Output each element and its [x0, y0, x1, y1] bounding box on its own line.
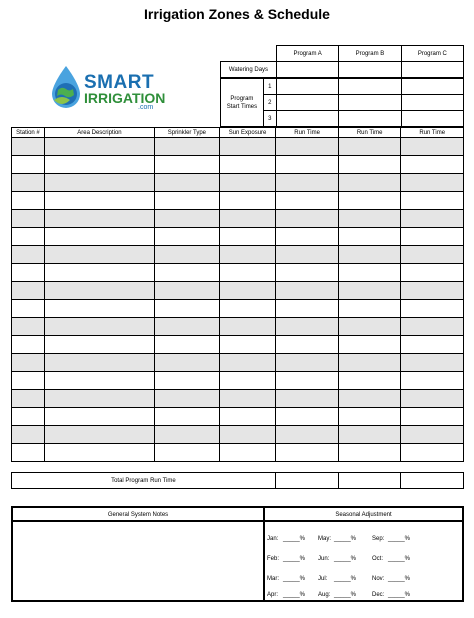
station-cell[interactable]: [44, 390, 154, 408]
station-cell[interactable]: [12, 444, 45, 462]
station-cell[interactable]: [338, 300, 401, 318]
station-cell[interactable]: [155, 228, 220, 246]
station-cell[interactable]: [338, 246, 401, 264]
total-a-cell[interactable]: [275, 473, 338, 489]
logo-text-smart: SMART: [84, 72, 155, 93]
station-cell[interactable]: [44, 336, 154, 354]
table-row: [12, 390, 464, 408]
percent-blank[interactable]: _____%: [283, 592, 306, 598]
station-cell[interactable]: [219, 354, 276, 372]
percent-blank[interactable]: _____%: [388, 556, 411, 562]
station-cell[interactable]: [401, 282, 464, 300]
percent-blank[interactable]: _____%: [283, 556, 306, 562]
table-row: [12, 192, 464, 210]
table-row: [12, 408, 464, 426]
station-cell[interactable]: [401, 444, 464, 462]
station-cell[interactable]: [401, 228, 464, 246]
station-cell[interactable]: [155, 426, 220, 444]
station-cell[interactable]: [219, 336, 276, 354]
station-cell[interactable]: [12, 174, 45, 192]
station-cell[interactable]: [219, 282, 276, 300]
station-cell[interactable]: [155, 174, 220, 192]
station-cell[interactable]: [219, 156, 276, 174]
start-time-b1-cell[interactable]: [339, 79, 401, 95]
station-cell[interactable]: [155, 444, 220, 462]
station-cell[interactable]: [276, 354, 339, 372]
station-cell[interactable]: [155, 300, 220, 318]
station-cell[interactable]: [219, 426, 276, 444]
month-label: Jan:: [267, 536, 279, 542]
station-cell[interactable]: [338, 282, 401, 300]
station-cell[interactable]: [12, 246, 45, 264]
station-cell[interactable]: [155, 390, 220, 408]
percent-blank[interactable]: _____%: [334, 556, 357, 562]
start-time-c1-cell[interactable]: [401, 79, 463, 95]
station-cell[interactable]: [155, 282, 220, 300]
station-cell[interactable]: [12, 210, 45, 228]
station-cell[interactable]: [401, 318, 464, 336]
station-cell[interactable]: [12, 390, 45, 408]
watering-days-b-cell[interactable]: [339, 62, 401, 78]
notes-section: [11, 506, 464, 602]
column-header: Sun Exposure: [219, 128, 276, 138]
total-run-time-table: [11, 472, 464, 489]
station-cell[interactable]: [401, 390, 464, 408]
station-cell[interactable]: [155, 264, 220, 282]
station-cell[interactable]: [276, 282, 339, 300]
station-cell[interactable]: [276, 444, 339, 462]
month-label: Nov:: [372, 576, 385, 582]
start-number: 3: [263, 111, 276, 127]
station-cell[interactable]: [44, 354, 154, 372]
percent-blank[interactable]: _____%: [334, 592, 357, 598]
station-cell[interactable]: [12, 156, 45, 174]
station-cell[interactable]: [155, 318, 220, 336]
station-cell[interactable]: [401, 192, 464, 210]
station-table-header: [12, 128, 464, 138]
start-number: 2: [263, 95, 276, 111]
station-cell[interactable]: [219, 300, 276, 318]
start-time-a1-cell[interactable]: [276, 79, 338, 95]
station-cell[interactable]: [276, 300, 339, 318]
month-label: Mar:: [267, 576, 279, 582]
page-title: Irrigation Zones & Schedule: [144, 6, 330, 22]
station-cell[interactable]: [338, 174, 401, 192]
station-cell[interactable]: [338, 390, 401, 408]
smart-irrigation-logo: [46, 64, 166, 114]
station-cell[interactable]: [44, 444, 154, 462]
station-cell[interactable]: [12, 372, 45, 390]
table-row: [12, 210, 464, 228]
station-cell[interactable]: [12, 282, 45, 300]
month-label: Aug:: [318, 592, 331, 598]
station-cell[interactable]: [155, 246, 220, 264]
station-cell[interactable]: [338, 426, 401, 444]
column-header: Area Description: [44, 128, 154, 138]
total-c-cell[interactable]: [401, 473, 464, 489]
station-cell[interactable]: [219, 174, 276, 192]
month-label: Feb:: [267, 556, 280, 562]
month-label: May:: [318, 536, 332, 542]
station-cell[interactable]: [12, 408, 45, 426]
table-row: [12, 156, 464, 174]
station-cell[interactable]: [44, 156, 154, 174]
station-cell[interactable]: [276, 426, 339, 444]
column-header: Sprinkler Type: [155, 128, 220, 138]
station-cell[interactable]: [44, 426, 154, 444]
station-cell[interactable]: [219, 246, 276, 264]
station-cell[interactable]: [44, 264, 154, 282]
station-cell[interactable]: [155, 210, 220, 228]
program-start-times-label: Program Start Times: [221, 79, 264, 127]
station-cell[interactable]: [219, 192, 276, 210]
program-b-header: Program B: [339, 46, 401, 62]
station-cell[interactable]: [338, 156, 401, 174]
table-row: [12, 444, 464, 462]
station-cell[interactable]: [12, 228, 45, 246]
month-label: Dec:: [372, 592, 385, 598]
table-row: [12, 318, 464, 336]
station-cell[interactable]: [44, 318, 154, 336]
program-c-header: Program C: [401, 46, 463, 62]
station-cell[interactable]: [155, 408, 220, 426]
watering-days-label: Watering Days: [221, 62, 277, 78]
station-cell[interactable]: [276, 156, 339, 174]
program-a-header: Program A: [276, 46, 338, 62]
station-cell[interactable]: [401, 156, 464, 174]
table-row: [12, 300, 464, 318]
station-table: [11, 127, 464, 462]
water-drop-globe-icon: [48, 64, 84, 112]
station-cell[interactable]: [219, 318, 276, 336]
station-cell[interactable]: [44, 282, 154, 300]
station-cell[interactable]: [44, 300, 154, 318]
station-cell[interactable]: [276, 336, 339, 354]
percent-blank[interactable]: _____%: [388, 536, 411, 542]
station-cell[interactable]: [219, 138, 276, 156]
station-cell[interactable]: [276, 228, 339, 246]
percent-blank[interactable]: _____%: [334, 536, 357, 542]
station-cell[interactable]: [401, 174, 464, 192]
station-cell[interactable]: [338, 192, 401, 210]
column-header: Run Time: [338, 128, 401, 138]
section-divider: [263, 508, 265, 600]
station-cell[interactable]: [338, 138, 401, 156]
station-cell[interactable]: [155, 336, 220, 354]
station-cell[interactable]: [219, 372, 276, 390]
table-row: [12, 426, 464, 444]
table-row: [12, 336, 464, 354]
station-cell[interactable]: [401, 138, 464, 156]
station-cell[interactable]: [276, 138, 339, 156]
station-cell[interactable]: [155, 354, 220, 372]
station-cell[interactable]: [12, 300, 45, 318]
station-cell[interactable]: [338, 354, 401, 372]
station-cell[interactable]: [338, 408, 401, 426]
station-cell[interactable]: [155, 138, 220, 156]
station-cell[interactable]: [219, 210, 276, 228]
station-cell[interactable]: [44, 210, 154, 228]
station-cell[interactable]: [44, 246, 154, 264]
station-cell[interactable]: [401, 210, 464, 228]
station-cell[interactable]: [338, 444, 401, 462]
watering-days-a-cell[interactable]: [276, 62, 338, 78]
column-header: Station #: [12, 128, 45, 138]
station-cell[interactable]: [276, 192, 339, 210]
station-cell[interactable]: [401, 354, 464, 372]
station-cell[interactable]: [12, 264, 45, 282]
station-cell[interactable]: [276, 210, 339, 228]
start-time-c2-cell[interactable]: [401, 95, 463, 111]
logo-text-com: .com: [138, 104, 154, 111]
station-cell[interactable]: [276, 390, 339, 408]
table-row: [12, 372, 464, 390]
table-row: [12, 174, 464, 192]
station-cell[interactable]: [12, 336, 45, 354]
station-cell[interactable]: [401, 264, 464, 282]
station-cell[interactable]: [44, 372, 154, 390]
month-label: Jul:: [318, 576, 328, 582]
station-cell[interactable]: [276, 372, 339, 390]
station-cell[interactable]: [12, 354, 45, 372]
column-header: Run Time: [401, 128, 464, 138]
month-label: Jun:: [318, 556, 330, 562]
station-cell[interactable]: [276, 264, 339, 282]
table-row: [12, 264, 464, 282]
column-header: Run Time: [276, 128, 339, 138]
station-cell[interactable]: [219, 228, 276, 246]
station-cell[interactable]: [401, 408, 464, 426]
station-cell[interactable]: [338, 264, 401, 282]
station-cell[interactable]: [338, 228, 401, 246]
station-cell[interactable]: [276, 408, 339, 426]
table-row: [12, 246, 464, 264]
general-system-notes-header: General System Notes: [13, 508, 265, 522]
table-row: [12, 354, 464, 372]
station-cell[interactable]: [44, 408, 154, 426]
start-time-a2-cell[interactable]: [276, 95, 338, 111]
start-time-b3-cell[interactable]: [339, 111, 401, 127]
month-label: Apr:: [267, 592, 279, 598]
watering-days-c-cell[interactable]: [401, 62, 463, 78]
station-cell[interactable]: [219, 264, 276, 282]
start-time-a3-cell[interactable]: [276, 111, 338, 127]
station-cell[interactable]: [401, 372, 464, 390]
station-cell[interactable]: [338, 318, 401, 336]
station-cell[interactable]: [276, 174, 339, 192]
station-cell[interactable]: [276, 246, 339, 264]
total-run-time-label: Total Program Run Time: [12, 473, 276, 489]
table-row: [12, 228, 464, 246]
station-cell[interactable]: [12, 426, 45, 444]
station-cell[interactable]: [155, 192, 220, 210]
total-b-cell[interactable]: [338, 473, 401, 489]
station-cell[interactable]: [44, 192, 154, 210]
station-cell[interactable]: [44, 138, 154, 156]
station-cell[interactable]: [219, 444, 276, 462]
percent-blank[interactable]: _____%: [388, 576, 411, 582]
month-label: Sep:: [372, 536, 385, 542]
month-label: Oct:: [372, 556, 384, 562]
station-cell[interactable]: [219, 390, 276, 408]
percent-blank[interactable]: _____%: [388, 592, 411, 598]
seasonal-adjustment-header: Seasonal Adjustment: [265, 508, 462, 522]
station-cell[interactable]: [338, 210, 401, 228]
start-time-c3-cell[interactable]: [401, 111, 463, 127]
station-cell[interactable]: [12, 318, 45, 336]
station-cell[interactable]: [401, 426, 464, 444]
station-cell[interactable]: [155, 372, 220, 390]
station-cell[interactable]: [338, 372, 401, 390]
percent-blank[interactable]: _____%: [334, 576, 357, 582]
station-cell[interactable]: [219, 408, 276, 426]
program-schedule-table: [220, 45, 464, 78]
station-cell[interactable]: [12, 192, 45, 210]
station-cell[interactable]: [401, 246, 464, 264]
start-time-b2-cell[interactable]: [339, 95, 401, 111]
station-cell[interactable]: [44, 228, 154, 246]
station-cell[interactable]: [12, 138, 45, 156]
percent-blank[interactable]: _____%: [283, 536, 306, 542]
station-cell[interactable]: [155, 156, 220, 174]
start-number: 1: [263, 79, 276, 95]
general-notes-area[interactable]: [13, 522, 263, 600]
start-times-table: [220, 78, 464, 127]
station-cell[interactable]: [401, 336, 464, 354]
percent-blank[interactable]: _____%: [283, 576, 306, 582]
table-row: [12, 282, 464, 300]
station-cell[interactable]: [338, 336, 401, 354]
logo-text-irrigation: IRRIGATION: [84, 90, 166, 106]
station-cell[interactable]: [44, 174, 154, 192]
station-cell[interactable]: [276, 318, 339, 336]
table-row: [12, 138, 464, 156]
station-cell[interactable]: [401, 300, 464, 318]
